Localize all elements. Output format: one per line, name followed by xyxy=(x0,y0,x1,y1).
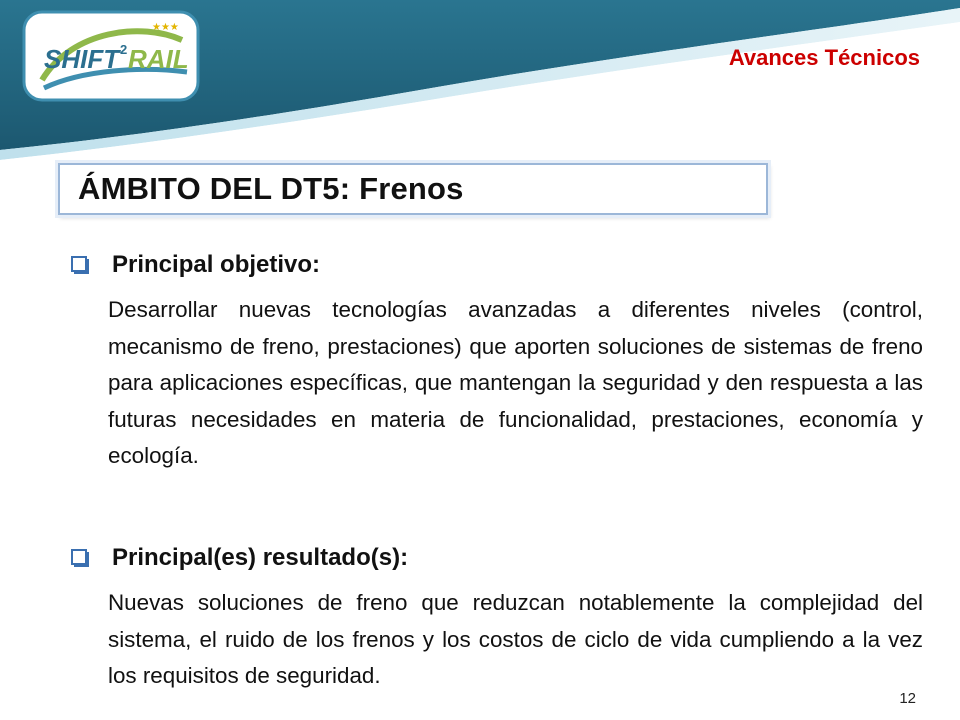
slide-title: ÁMBITO DEL DT5: Frenos xyxy=(78,171,464,206)
results-body: Nuevas soluciones de freno que reduzcan notablemente la complejidad del sistema, el ruido de los frenos y los costos de ciclo de vida cumpliendo a la vez los requisitos de seguridad. xyxy=(108,590,923,688)
shift2rail-logo xyxy=(22,10,200,102)
objective-body: Desarrollar nuevas tecnologías avanzadas a diferentes niveles (control, mecanismo de freno, prestaciones) que aporten soluciones de sistemas de freno para aplicaciones específicas, que mantengan la seguridad y den respuesta a las futuras necesidades en materia de funcionalidad, prestaciones, economía y ecología. xyxy=(108,297,923,468)
checkbox-bullet-icon xyxy=(70,251,94,275)
svg-text:2: 2 xyxy=(120,42,128,57)
checkbox-bullet-icon xyxy=(70,544,94,568)
results-heading xyxy=(70,544,408,572)
objective-heading-text: Principal objetivo: xyxy=(112,251,321,278)
results-heading-text: Principal(es) resultado(s): xyxy=(112,544,409,571)
svg-text:RAIL: RAIL xyxy=(128,44,189,74)
svg-text:★★★: ★★★ xyxy=(152,22,179,33)
slide-title-box xyxy=(58,163,768,215)
page-number: 12 xyxy=(899,690,916,707)
svg-text:SHIFT: SHIFT xyxy=(44,44,120,74)
objective-heading xyxy=(70,251,320,279)
section-title: Avances Técnicos xyxy=(728,45,920,70)
